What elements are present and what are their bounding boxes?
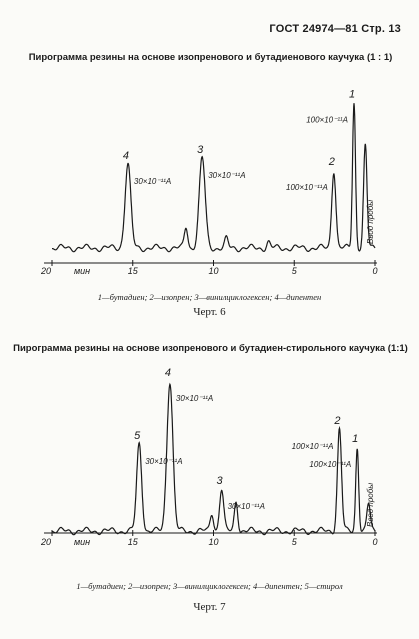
peak-sensitivity-label: 30×10⁻¹¹А bbox=[145, 457, 183, 466]
peak-sensitivity-label: 30×10⁻¹¹А bbox=[175, 394, 214, 403]
figure-6-caption: Черт. 6 bbox=[193, 306, 226, 318]
x-tick-label: 20 bbox=[40, 537, 52, 547]
x-axis-unit: мин bbox=[74, 537, 91, 547]
peak-number-label: 3 bbox=[197, 144, 204, 156]
peak-sensitivity-label: 100×10⁻¹¹А bbox=[291, 442, 334, 451]
peak-sensitivity-label: 30×10⁻¹¹А bbox=[227, 502, 265, 511]
figure-6-title: Пирограмма резины на основе изопренового и бутадиенового каучука (1 : 1) bbox=[28, 52, 393, 63]
x-tick-label: 15 bbox=[127, 266, 138, 276]
peak-sensitivity-label: 100×10⁻¹¹А bbox=[309, 460, 352, 469]
peak-sensitivity-label: 100×10⁻¹¹А bbox=[286, 183, 328, 192]
x-tick-label: 0 bbox=[372, 266, 378, 276]
peak-sensitivity-label: 100×10⁻¹¹А bbox=[306, 115, 349, 125]
peak-number-label: 2 bbox=[334, 415, 341, 427]
peak-number-label: 2 bbox=[328, 156, 335, 168]
peak-labels-7 bbox=[134, 367, 375, 527]
injection-label: Ввод пробы bbox=[366, 199, 375, 244]
x-tick-label: 20 bbox=[40, 266, 52, 276]
figure-6-legend: 1—бутадиен; 2—изопрен; 3—винилциклогексен; 4—дипентен bbox=[97, 292, 322, 302]
peak-number-label: 1 bbox=[352, 433, 359, 445]
page-header: ГОСТ 24974—81 Стр. 13 bbox=[269, 23, 401, 35]
figure-7-caption: Черт. 7 bbox=[193, 601, 226, 613]
x-tick-label: 0 bbox=[372, 537, 378, 547]
x-tick-label: 15 bbox=[127, 537, 138, 547]
x-tick-label: 5 bbox=[291, 266, 297, 276]
peak-number-label: 5 bbox=[134, 430, 141, 442]
peak-number-label: 4 bbox=[122, 150, 129, 162]
peak-number-label: 4 bbox=[164, 367, 171, 379]
peak-sensitivity-label: 30×10⁻¹¹А bbox=[133, 177, 172, 186]
x-tick-label: 5 bbox=[291, 537, 297, 547]
pyrogram-chart-7 bbox=[0, 365, 419, 575]
figure-7-legend: 1—бутадиен; 2—изопрен; 3—винилциклогексен; 4—дипентен; 5—стирол bbox=[76, 581, 343, 591]
x-tick-label: 10 bbox=[208, 266, 219, 276]
pyrogram-chart-6 bbox=[0, 80, 419, 280]
peak-sensitivity-label: 30×10⁻¹¹А bbox=[208, 171, 246, 180]
figure-7-title: Пирограмма резины на основе изопренового и бутадиен-стирольного каучука (1:1) bbox=[13, 343, 408, 354]
x-tick-label: 10 bbox=[208, 537, 219, 547]
injection-label: Ввод пробы bbox=[366, 482, 375, 527]
x-axis-unit: мин bbox=[74, 266, 91, 276]
peak-number-label: 3 bbox=[216, 475, 223, 487]
peak-number-label: 1 bbox=[348, 88, 356, 101]
x-ticks-6 bbox=[40, 260, 378, 276]
